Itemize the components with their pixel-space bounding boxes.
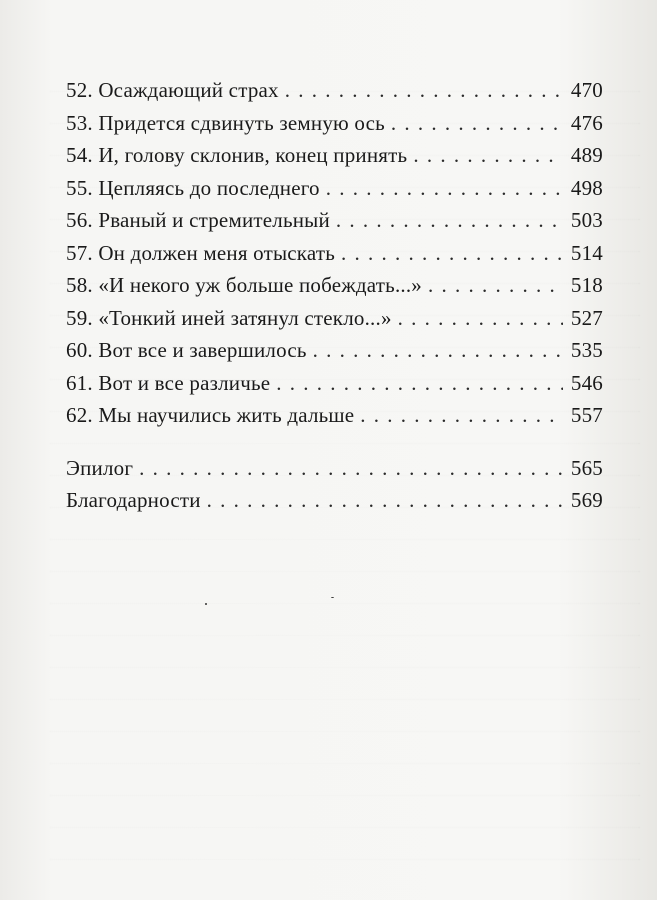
chapter-title: Он должен меня отыскать bbox=[98, 240, 335, 265]
chapter-title: Цепляясь до последнего bbox=[98, 175, 320, 200]
page-number: 569 bbox=[570, 488, 603, 512]
page-number: 546 bbox=[570, 370, 603, 395]
page-number: 565 bbox=[570, 455, 603, 480]
dot-leader bbox=[285, 78, 563, 103]
chapter-title: Мы научились жить дальше bbox=[98, 403, 355, 427]
dot-leader bbox=[139, 456, 563, 481]
page-number: 476 bbox=[570, 110, 603, 135]
toc-entry bbox=[66, 241, 603, 274]
dot-leader bbox=[413, 143, 563, 168]
page-number: 535 bbox=[570, 338, 603, 362]
toc-entry bbox=[66, 403, 603, 436]
chapter-title: Рваный и стремительный bbox=[98, 208, 330, 232]
page-number: 557 bbox=[570, 403, 603, 427]
dot-leader bbox=[336, 208, 563, 233]
chapter-number: 58. bbox=[66, 273, 93, 297]
toc-entry-epilogue bbox=[66, 456, 603, 489]
section-title: Эпилог bbox=[66, 455, 134, 480]
page-number: 503 bbox=[570, 208, 603, 232]
chapter-number: 62. bbox=[66, 403, 93, 427]
toc-entry bbox=[66, 273, 603, 306]
table-of-contents bbox=[66, 78, 603, 521]
chapter-number: 57. bbox=[66, 240, 93, 265]
page-number: 514 bbox=[570, 240, 603, 265]
dot-leader bbox=[341, 241, 563, 266]
toc-entry bbox=[66, 111, 603, 144]
dot-leader bbox=[428, 273, 563, 298]
print-speck bbox=[331, 597, 334, 598]
section-title: Благодарности bbox=[66, 488, 201, 512]
page-number: 527 bbox=[570, 305, 603, 330]
dot-leader bbox=[313, 338, 563, 363]
chapter-number: 52. bbox=[66, 78, 93, 102]
chapter-title: Придется сдвинуть земную ось bbox=[98, 110, 385, 135]
dot-leader bbox=[391, 111, 563, 136]
print-speck bbox=[205, 603, 207, 605]
page-number: 470 bbox=[570, 78, 603, 102]
chapter-title: Вот и все различье bbox=[98, 370, 271, 395]
toc-entry bbox=[66, 78, 603, 111]
chapter-title: «Тонкий иней затянул стекло...» bbox=[98, 305, 392, 330]
toc-entry bbox=[66, 338, 603, 371]
chapter-number: 61. bbox=[66, 370, 93, 395]
chapter-number: 59. bbox=[66, 305, 93, 330]
chapter-title: «И некого уж больше побеждать...» bbox=[98, 273, 422, 297]
chapter-number: 60. bbox=[66, 338, 93, 362]
section-gap bbox=[66, 436, 603, 456]
chapter-title: Вот все и завершилось bbox=[98, 338, 307, 362]
toc-entry bbox=[66, 208, 603, 241]
toc-entry bbox=[66, 176, 603, 209]
chapter-number: 53. bbox=[66, 110, 93, 135]
toc-entry bbox=[66, 371, 603, 404]
chapter-number: 56. bbox=[66, 208, 93, 232]
toc-entry bbox=[66, 143, 603, 176]
chapter-number: 54. bbox=[66, 143, 93, 167]
dot-leader bbox=[360, 403, 563, 428]
toc-entry bbox=[66, 306, 603, 339]
toc-entry-acknowledgements bbox=[66, 488, 603, 521]
dot-leader bbox=[398, 306, 563, 331]
chapter-title: Осаждающий страх bbox=[98, 78, 279, 102]
page-number: 518 bbox=[570, 273, 603, 297]
dot-leader bbox=[276, 371, 563, 396]
chapter-title: И, голову склонив, конец принять bbox=[98, 143, 408, 167]
dot-leader bbox=[207, 488, 563, 513]
page-number: 498 bbox=[570, 175, 603, 200]
chapter-number: 55. bbox=[66, 175, 93, 200]
page-number: 489 bbox=[570, 143, 603, 167]
dot-leader bbox=[326, 176, 563, 201]
